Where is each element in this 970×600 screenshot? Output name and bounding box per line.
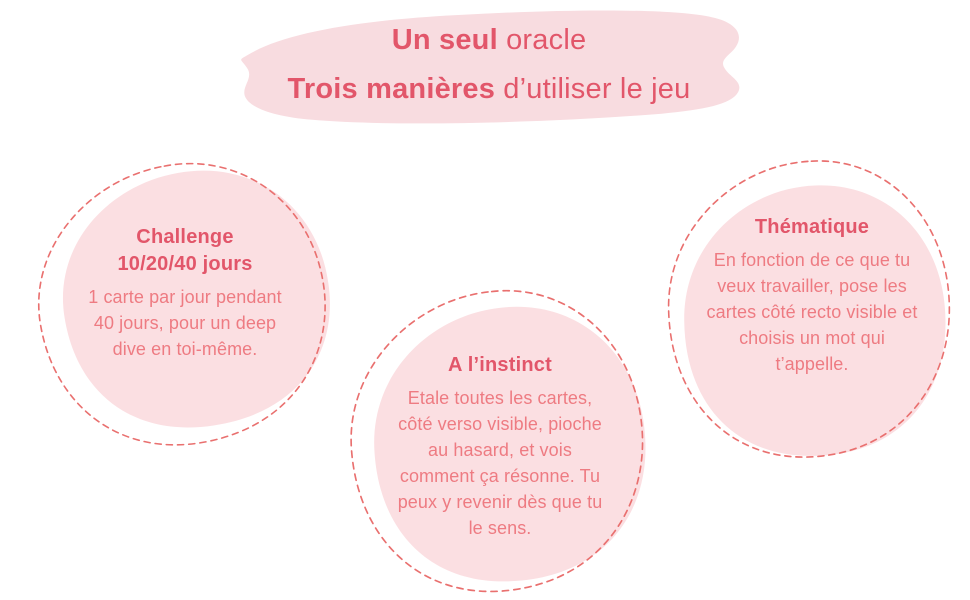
method-description-line: veux travailler, pose les [717,276,907,296]
method-description [652,247,970,377]
method-title-line: A l’instinct [448,354,552,376]
method-title [652,214,970,241]
method-description-line: au hasard, et vois [428,440,572,460]
method-title [334,352,666,379]
page-title-line2-rest: d’utiliser le jeu [495,73,691,105]
method-card-instinct [334,282,666,600]
method-description [334,385,666,541]
method-description [22,284,348,362]
method-description-line: t’appelle. [775,354,849,374]
page-title-line1 [230,16,748,65]
method-card-challenge-text [22,224,348,362]
method-description-line: Etale toutes les cartes, [407,388,593,408]
method-description-line: côté verso visible, pioche [398,414,602,434]
method-title-line: 10/20/40 jours [117,253,253,275]
method-description-line: 40 jours, pour un deep [93,313,277,333]
method-description-line: dive en toi-même. [112,339,258,359]
page-title-line1-bold: Un seul [391,24,498,56]
method-title [22,224,348,278]
method-description-line: choisis un mot qui [739,328,885,348]
method-card-thematique [652,152,970,466]
method-card-instinct-text [334,352,666,541]
method-description-line: En fonction de ce que tu [713,250,911,270]
page-title-line2 [230,65,748,114]
method-description-line: le sens. [468,518,532,538]
method-title-line: Thématique [754,216,870,238]
page-title-line1-rest: oracle [497,24,587,56]
method-card-challenge [22,156,348,452]
method-card-thematique-text [652,214,970,377]
method-description-line: peux y revenir dès que tu [397,492,603,512]
method-title-line: Challenge [136,226,234,248]
method-description-line: cartes côté recto visible et [706,302,918,322]
page-title-line2-bold: Trois manières [287,73,496,105]
header [230,4,748,132]
method-description-line: comment ça résonne. Tu [399,466,601,486]
page-title [230,16,748,114]
method-description-line: 1 carte par jour pendant [88,287,282,307]
